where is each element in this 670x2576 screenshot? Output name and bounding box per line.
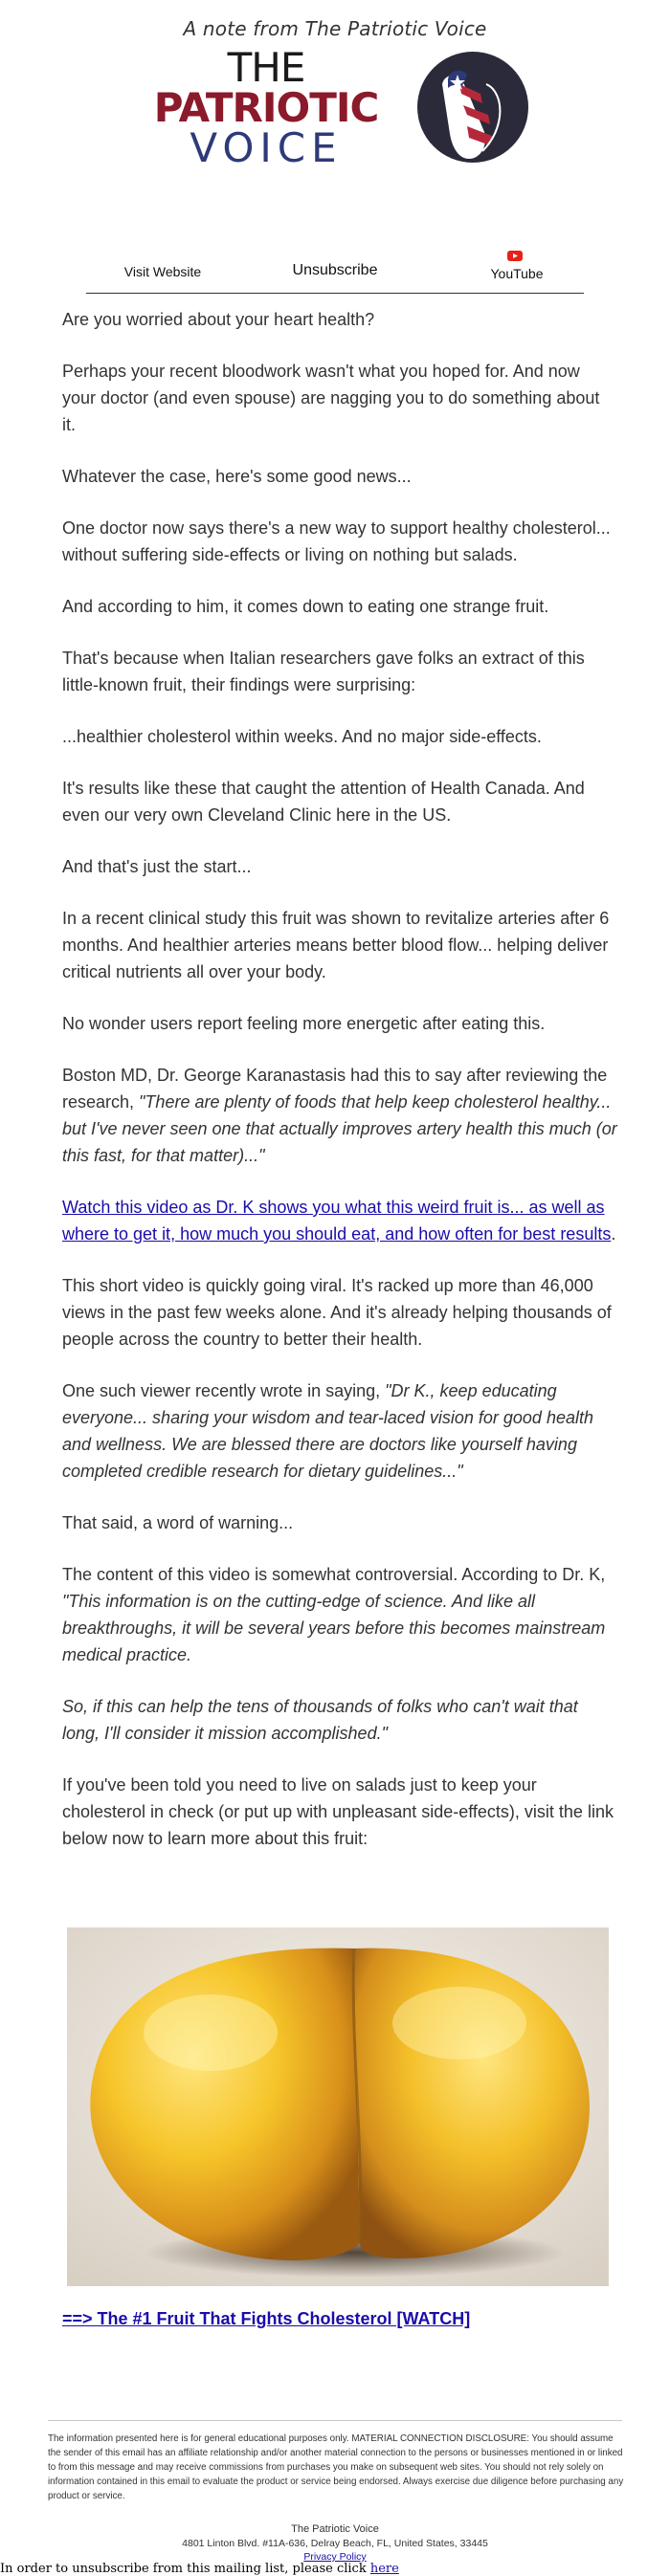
brand-logo-emblem: [413, 46, 532, 180]
body-paragraph: That's because when Italian researchers gave folks an extract of this little-known fruit, their findings were surprising:: [62, 649, 585, 694]
body-paragraph: [62, 1062, 617, 1169]
paragraph-text: The content of this video is somewhat controversial. According to Dr. K,: [62, 1565, 606, 1584]
body-paragraph: Whatever the case, here's some good news...: [62, 467, 412, 486]
youtube-link[interactable]: YouTube: [490, 266, 544, 281]
unsubscribe-here-link[interactable]: here: [369, 2562, 399, 2576]
paragraph-text: One such viewer recently wrote in saying,: [62, 1381, 386, 1400]
body-paragraph: Are you worried about your heart health?: [62, 310, 375, 329]
email-nav-bar: [86, 251, 584, 294]
logo-word-voice: VOICE: [190, 124, 343, 171]
logo-word-patriotic: PATRIOTIC: [153, 84, 379, 131]
unsubscribe-notice: [0, 2562, 399, 2576]
body-paragraph: [62, 1561, 617, 1668]
body-paragraph: [62, 1693, 617, 1747]
doctor-quote: "This information is on the cutting-edge of science. And like all breakthroughs, it will be several years before this becomes mainstream medical practice.: [62, 1592, 606, 1664]
watch-cta-link[interactable]: ==> The #1 Fruit That Fights Cholesterol [WATCH]: [62, 2309, 471, 2328]
fruit-photo[interactable]: [67, 1927, 609, 2286]
doctor-quote: "There are plenty of foods that help keep cholesterol healthy... but I've never seen one that actually improves artery health this much (or this fast, for that matter)...": [62, 1092, 617, 1165]
body-paragraph: It's results like these that caught the attention of Health Canada. And even our very own Cleveland Clinic here in the US.: [62, 779, 585, 825]
watch-video-link[interactable]: Watch this video as Dr. K shows you what this weird fruit is... as well as where to get it, how much you should eat, and how often for best results: [62, 1198, 612, 1244]
body-paragraph: Perhaps your recent bloodwork wasn't what you hoped for. And now your doctor (and even spouse) are nagging you to do something about it.: [62, 362, 600, 434]
body-paragraph: [62, 1194, 617, 1247]
material-disclosure: The information presented here is for general educational purposes only. MATERIAL CONNECTION DISCLOSURE: You should assume the sender of this email has an affiliate relationship and/or another material connection to the persons or businesses mentioned in or linked to from this message and may receive commissions from purchases you make on subsequent web sites. You should not rely solely on information contained in this email to evaluate the product or service being endorsed. Always exercise due diligence before purchasing any product or service.: [48, 2433, 624, 2501]
body-paragraph: [62, 1377, 617, 1485]
privacy-policy-link[interactable]: Privacy Policy: [303, 2551, 367, 2563]
body-paragraph: One doctor now says there's a new way to support healthy cholesterol... without suffering side-effects or living on nothing but salads.: [62, 518, 611, 564]
paragraph-text: .: [611, 1224, 616, 1244]
brand-logo-text: [142, 44, 391, 171]
body-paragraph: In a recent clinical study this fruit was shown to revitalize arteries after 6 months. And healthier arteries means better blood flow... helping deliver critical nutrients all over your body.: [62, 909, 610, 981]
email-tagline: A note from The Patriotic Voice: [183, 17, 487, 40]
viewer-quote: "Dr K., keep educating everyone... sharing your wisdom and tear-laced vision for good health and wellness. We are blessed there are doctors like yourself having completed credible research for dietary guidelines...": [62, 1381, 593, 1481]
footer-divider: [48, 2420, 622, 2421]
body-paragraph: No wonder users report feeling more energetic after eating this.: [62, 1014, 546, 1033]
body-paragraph: This short video is quickly going viral. It's racked up more than 46,000 views in the past few weeks alone. And it's already helping thousands of people across the country to better their health.: [62, 1276, 612, 1349]
body-paragraph: And according to him, it comes down to eating one strange fruit.: [62, 597, 549, 616]
body-paragraph: That said, a word of warning...: [62, 1513, 294, 1532]
unsubscribe-text: In order to unsubscribe from this mailing list, please click: [0, 2562, 370, 2576]
body-paragraph: And that's just the start...: [62, 857, 252, 876]
paragraph-text: Boston MD, Dr. George Karanastasis had this to say after reviewing the research,: [62, 1066, 608, 1112]
body-paragraph: If you've been told you need to live on salads just to keep your cholesterol in check (or put up with unpleasant side-effects), visit the link below now to learn more about this fruit:: [62, 1775, 614, 1848]
visit-website-link[interactable]: Visit Website: [123, 264, 202, 279]
body-paragraph: ...healthier cholesterol within weeks. And no major side-effects.: [62, 727, 542, 746]
sender-address: 4801 Linton Blvd. #11A-636, Delray Beach, FL, United States, 33445: [182, 2538, 488, 2549]
logo-word-the: THE: [227, 44, 305, 91]
unsubscribe-link[interactable]: Unsubscribe: [292, 262, 378, 278]
cta-block: [62, 2309, 617, 2329]
email-body: [62, 306, 617, 1877]
sender-name: The Patriotic Voice: [291, 2523, 379, 2535]
youtube-icon[interactable]: [507, 251, 523, 261]
doctor-quote: So, if this can help the tens of thousands of folks who can't wait that long, I'll consider it mission accomplished.": [62, 1697, 578, 1743]
